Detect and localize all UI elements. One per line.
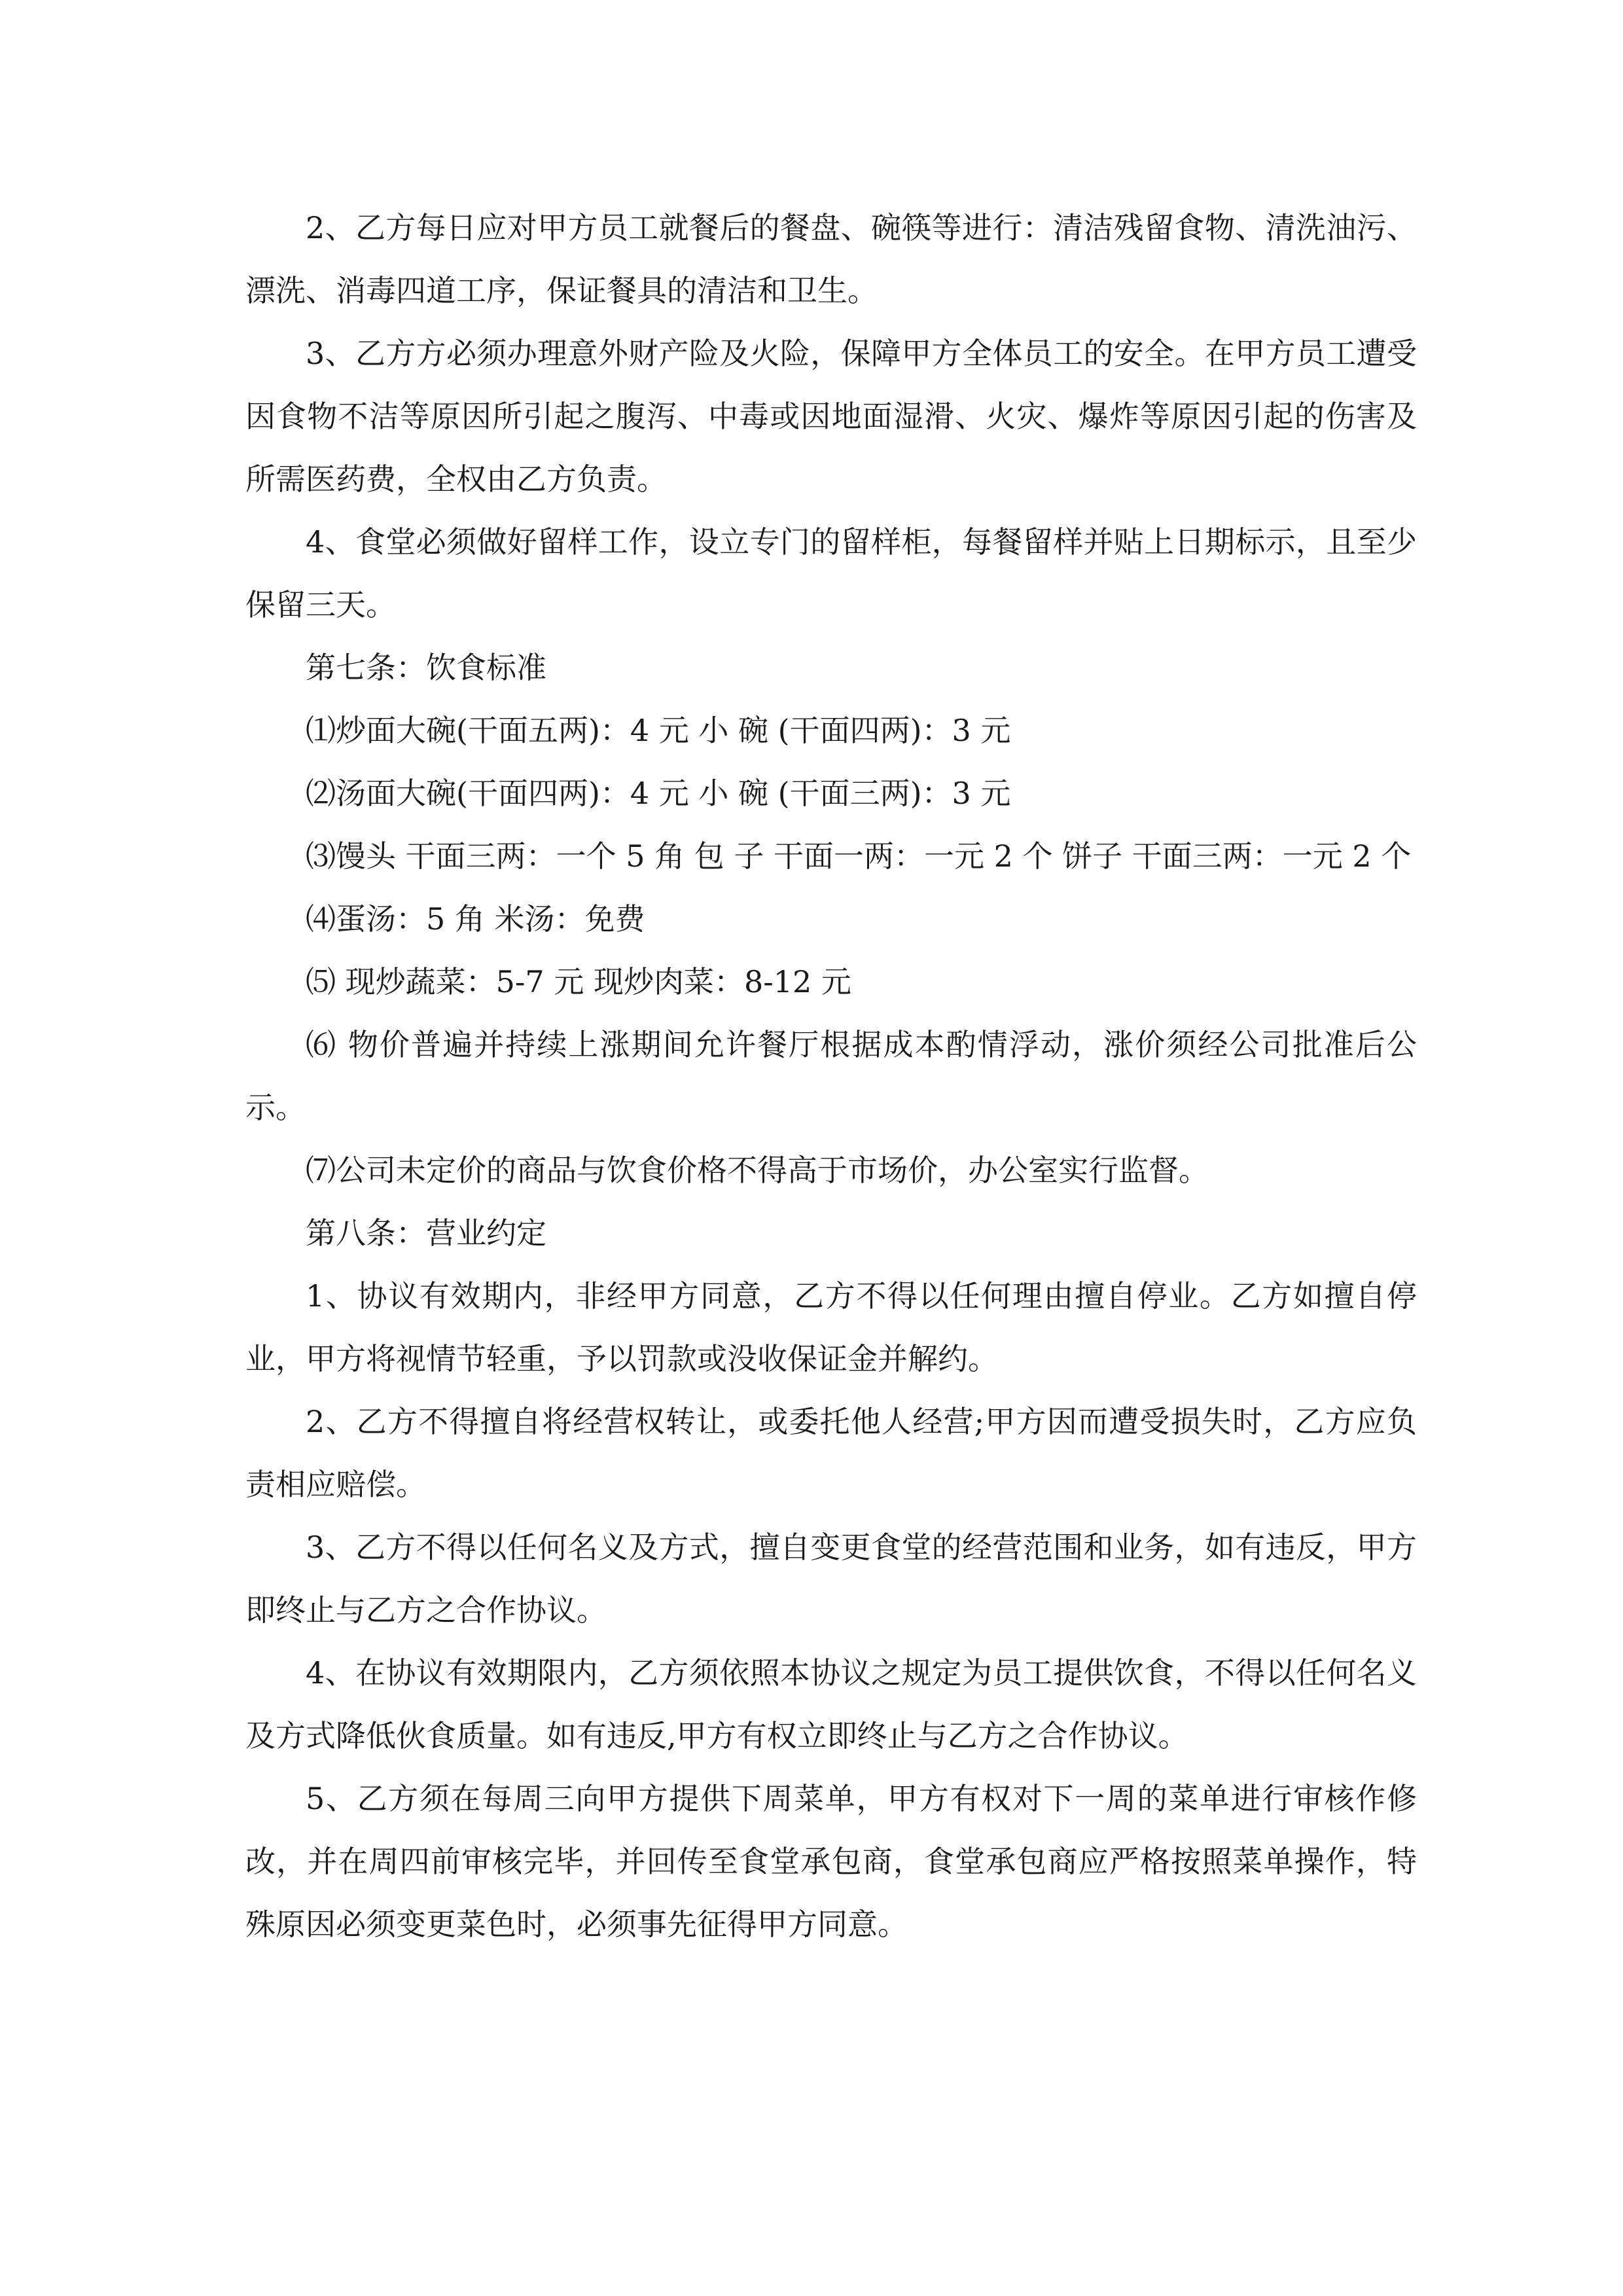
heading-article-8: 第八条：营业约定 [306, 1215, 546, 1251]
paragraph-no-transfer: 2、乙方不得擅自将经营权转让，或委托他人经营;甲方因而遭受损失时，乙方应负责相应赔偿。 [245, 1404, 1417, 1502]
price-item-fried-noodles: ⑴炒面大碗(干面五两)：4 元 小 碗 (干面四两)：3 元 [306, 713, 1011, 748]
price-item-buns: ⑶馒头 干面三两：一个 5 角 包 子 干面一两：一元 2 个 饼子 干面三两：一元 2 个 [306, 838, 1412, 874]
document-page [245, 196, 1417, 1956]
price-item-soup-noodles: ⑵汤面大碗(干面四两)：4 元 小 碗 (干面三两)：3 元 [306, 776, 1011, 811]
price-item-soups: ⑷蛋汤：5 角 米汤：免费 [306, 901, 645, 937]
paragraph-tableware-cleaning: 2、乙方每日应对甲方员工就餐后的餐盘、碗筷等进行：清洁残留食物、清洗油污、漂洗、消毒四道工序，保证餐具的清洁和卫生。 [245, 210, 1417, 308]
price-item-market-price: ⑺公司未定价的商品与饮食价格不得高于市场价，办公室实行监督。 [306, 1153, 1209, 1188]
heading-article-7: 第七条：饮食标准 [306, 650, 546, 685]
paragraph-insurance: 3、乙方方必须办理意外财产险及火险，保障甲方全体员工的安全。在甲方员工遭受因食物不洁等原因所引起之腹泻、中毒或因地面湿滑、火灾、爆炸等原因引起的伤害及所需医药费，全权由乙方负责。 [245, 336, 1417, 497]
paragraph-food-quality: 4、在协议有效期限内，乙方须依照本协议之规定为员工提供饮食，不得以任何名义及方式降低伙食质量。如有违反,甲方有权立即终止与乙方之合作协议。 [245, 1655, 1417, 1753]
paragraph-food-sample: 4、食堂必须做好留样工作，设立专门的留样柜，每餐留样并贴上日期标示，且至少保留三天。 [245, 524, 1417, 622]
paragraph-weekly-menu: 5、乙方须在每周三向甲方提供下周菜单，甲方有权对下一周的菜单进行审核作修改，并在周四前审核完毕，并回传至食堂承包商，食堂承包商应严格按照菜单操作，特殊原因必须变更菜色时，必须事先征得甲方同意。 [245, 1781, 1417, 1942]
price-item-price-adjustment: ⑹ 物价普遍并持续上涨期间允许餐厅根据成本酌情浮动，涨价须经公司批准后公示。 [245, 1027, 1417, 1125]
paragraph-no-suspension: 1、协议有效期内，非经甲方同意，乙方不得以任何理由擅自停业。乙方如擅自停业，甲方将视情节轻重，予以罚款或没收保证金并解约。 [245, 1278, 1417, 1376]
paragraph-no-scope-change: 3、乙方不得以任何名义及方式，擅自变更食堂的经营范围和业务，如有违反，甲方即终止与乙方之合作协议。 [245, 1530, 1417, 1628]
price-item-stir-fry: ⑸ 现炒蔬菜：5-7 元 现炒肉菜：8-12 元 [306, 964, 851, 999]
